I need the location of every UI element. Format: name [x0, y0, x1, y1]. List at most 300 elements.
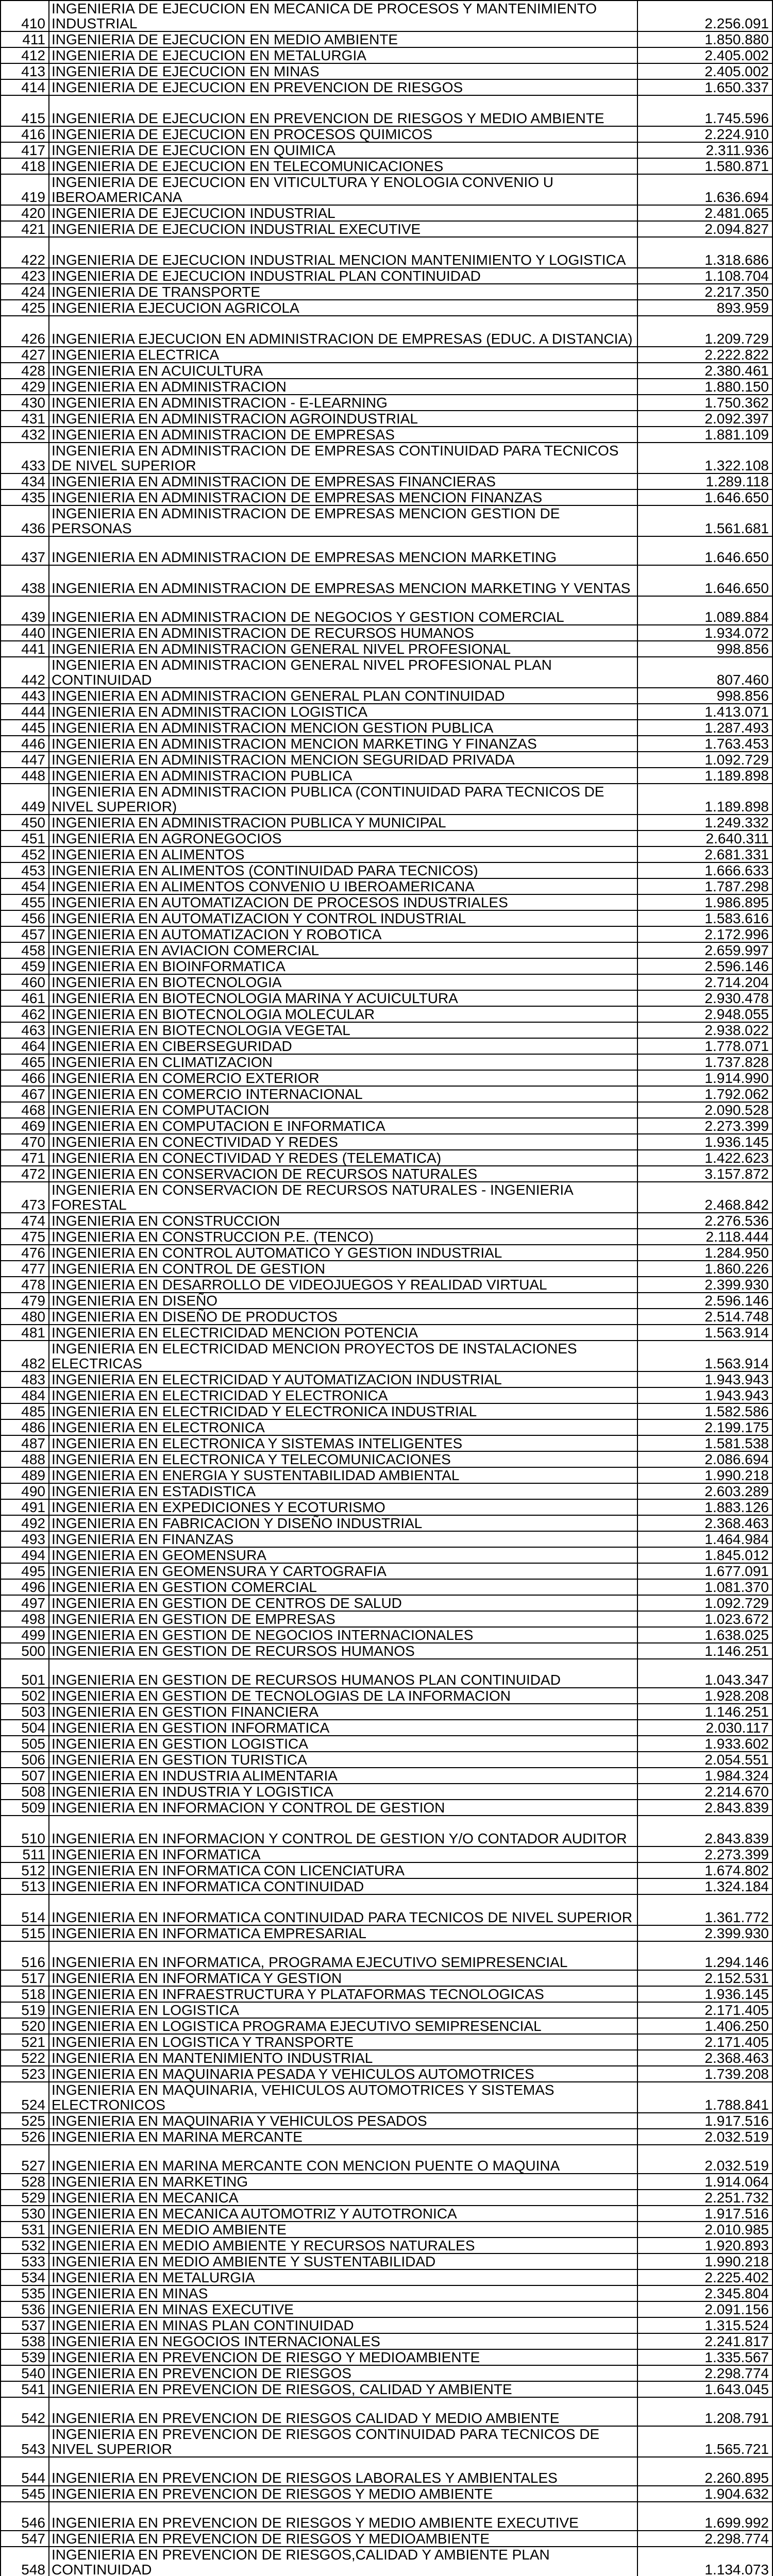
program-name: INGENIERIA EN MAQUINARIA PESADA Y VEHICULOS AUTOMOTRICES — [49, 2066, 638, 2081]
row-number: 418 — [0, 159, 49, 174]
table-row — [0, 2082, 773, 2113]
table-row — [0, 159, 773, 175]
table-row — [0, 1564, 773, 1580]
row-number: 531 — [0, 2222, 49, 2237]
row-number: 512 — [0, 1863, 49, 1878]
row-number: 503 — [0, 1704, 49, 1719]
row-number: 485 — [0, 1404, 49, 1419]
row-number: 437 — [0, 537, 49, 565]
table-row — [0, 1341, 773, 1372]
row-number: 444 — [0, 704, 49, 719]
row-number: 548 — [0, 2547, 49, 2576]
row-number: 454 — [0, 879, 49, 894]
program-name: INGENIERIA EN ADMINISTRACION DE EMPRESAS MENCION MARKETING Y VENTAS — [49, 566, 638, 596]
row-number: 467 — [0, 1087, 49, 1101]
row-number: 473 — [0, 1182, 49, 1212]
table-row — [0, 347, 773, 363]
table-row — [0, 443, 773, 474]
program-amount: 1.788.841 — [638, 2082, 773, 2112]
program-name: INGENIERIA EN MAQUINARIA, VEHICULOS AUTOMOTRICES Y SISTEMAS ELECTRONICOS — [49, 2082, 638, 2112]
program-amount: 3.157.872 — [638, 1166, 773, 1181]
table-row — [0, 1987, 773, 2003]
table-row — [0, 1182, 773, 1213]
program-amount: 1.934.072 — [638, 625, 773, 640]
row-number: 458 — [0, 943, 49, 958]
program-name: INGENIERIA EN PREVENCION DE RIESGOS LABORALES Y AMBIENTALES — [49, 2458, 638, 2485]
table-row — [0, 2145, 773, 2174]
table-row — [0, 1863, 773, 1879]
program-name: INGENIERIA EN COMERCIO EXTERIOR — [49, 1071, 638, 1086]
row-number: 477 — [0, 1261, 49, 1276]
program-name: INGENIERIA EN GESTION COMERCIAL — [49, 1580, 638, 1595]
program-amount: 1.674.802 — [638, 1863, 773, 1878]
program-amount: 2.032.519 — [638, 2145, 773, 2173]
program-name: INGENIERIA EN GESTION DE TECNOLOGIAS DE LA INFORMACION — [49, 1688, 638, 1703]
program-name: INGENIERIA DE TRANSPORTE — [49, 284, 638, 299]
table-row — [0, 268, 773, 284]
program-amount: 2.152.531 — [638, 1971, 773, 1986]
program-amount: 2.054.551 — [638, 1752, 773, 1767]
table-row — [0, 395, 773, 411]
program-name: INGENIERIA EN GESTION LOGISTICA — [49, 1736, 638, 1751]
program-name: INGENIERIA EN ELECTRICIDAD Y ELECTRONICA INDUSTRIAL — [49, 1404, 638, 1419]
row-number: 534 — [0, 2270, 49, 2285]
program-name: INGENIERIA EN ADMINISTRACION DE EMPRESAS MENCION FINANZAS — [49, 490, 638, 505]
program-name: INGENIERIA DE EJECUCION EN MEDIO AMBIENTE — [49, 32, 638, 47]
program-amount: 1.092.729 — [638, 752, 773, 767]
program-name: INGENIERIA EN GEOMENSURA — [49, 1548, 638, 1563]
program-amount: 1.778.071 — [638, 1039, 773, 1054]
table-row — [0, 1229, 773, 1245]
row-number: 459 — [0, 959, 49, 974]
row-number: 529 — [0, 2190, 49, 2205]
table-row — [0, 2302, 773, 2318]
program-amount: 2.260.895 — [638, 2458, 773, 2485]
program-name: INGENIERIA EN MECANICA AUTOMOTRIZ Y AUTOTRONICA — [49, 2206, 638, 2221]
program-amount: 1.335.567 — [638, 2350, 773, 2365]
row-number: 482 — [0, 1341, 49, 1371]
table-row — [0, 991, 773, 1007]
program-amount: 1.582.586 — [638, 1404, 773, 1419]
program-amount: 2.468.842 — [638, 1182, 773, 1212]
program-name: INGENIERIA EN COMPUTACION — [49, 1103, 638, 1117]
program-name: INGENIERIA ELECTRICA — [49, 347, 638, 362]
table-row — [0, 2286, 773, 2302]
program-name: INGENIERIA EN INFORMATICA — [49, 1847, 638, 1862]
program-name: INGENIERIA EN PREVENCION DE RIESGOS Y MEDIOAMBIENTE — [49, 2531, 638, 2546]
table-row — [0, 2458, 773, 2486]
row-number: 424 — [0, 284, 49, 299]
program-name: INGENIERIA EN GESTION INFORMATICA — [49, 1720, 638, 1735]
table-row — [0, 2318, 773, 2334]
row-number: 423 — [0, 268, 49, 283]
program-name: INGENIERIA EN MINAS EXECUTIVE — [49, 2302, 638, 2317]
program-amount: 1.422.623 — [638, 1150, 773, 1165]
program-name: INGENIERIA EN LOGISTICA PROGRAMA EJECUTIVO SEMIPRESENCIAL — [49, 2019, 638, 2033]
table-row — [0, 300, 773, 316]
program-amount: 1.406.250 — [638, 2019, 773, 2033]
program-amount: 1.646.650 — [638, 490, 773, 505]
program-amount: 2.481.065 — [638, 206, 773, 221]
program-name: INGENIERIA EN PREVENCION DE RIESGOS,CALIDAD Y AMBIENTE PLAN CONTINUIDAD — [49, 2547, 638, 2576]
program-amount: 2.222.822 — [638, 347, 773, 362]
program-name: INGENIERIA EN FABRICACION Y DISEÑO INDUSTRIAL — [49, 1516, 638, 1531]
row-number: 425 — [0, 300, 49, 315]
program-amount: 998.856 — [638, 641, 773, 656]
table-row — [0, 736, 773, 752]
row-number: 527 — [0, 2145, 49, 2173]
program-name: INGENIERIA DE EJECUCION EN PREVENCION DE RIESGOS Y MEDIO AMBIENTE — [49, 96, 638, 126]
row-number: 475 — [0, 1229, 49, 1244]
program-name: INGENIERIA EN BIOTECNOLOGIA MOLECULAR — [49, 1007, 638, 1022]
row-number: 541 — [0, 2382, 49, 2397]
program-name: INGENIERIA EN ESTADISTICA — [49, 1484, 638, 1499]
program-amount: 2.596.146 — [638, 1293, 773, 1308]
row-number: 491 — [0, 1500, 49, 1515]
row-number: 470 — [0, 1134, 49, 1149]
program-amount: 2.368.463 — [638, 1516, 773, 1531]
program-name: INGENIERIA EN AUTOMATIZACION DE PROCESOS INDUSTRIALES — [49, 895, 638, 910]
table-row — [0, 2206, 773, 2222]
row-number: 462 — [0, 1007, 49, 1022]
table-row — [0, 2334, 773, 2350]
program-amount: 2.596.146 — [638, 959, 773, 974]
program-amount: 1.146.251 — [638, 1643, 773, 1658]
row-number: 420 — [0, 206, 49, 221]
row-number: 490 — [0, 1484, 49, 1499]
table-row — [0, 1, 773, 32]
table-row — [0, 2050, 773, 2066]
row-number: 498 — [0, 1612, 49, 1626]
table-row — [0, 625, 773, 641]
table-row — [0, 427, 773, 443]
table-row — [0, 1007, 773, 1023]
program-name: INGENIERIA EN ADMINISTRACION GENERAL NIVEL PROFESIONAL — [49, 641, 638, 656]
program-amount: 1.914.990 — [638, 1071, 773, 1086]
table-row — [0, 895, 773, 911]
table-row — [0, 2366, 773, 2382]
program-name: INGENIERIA EN MEDIO AMBIENTE Y RECURSOS NATURALES — [49, 2238, 638, 2253]
row-number: 539 — [0, 2350, 49, 2365]
program-amount: 1.914.064 — [638, 2174, 773, 2189]
row-number: 432 — [0, 427, 49, 442]
row-number: 445 — [0, 720, 49, 735]
table-row — [0, 1055, 773, 1071]
program-name: INGENIERIA EN AVIACION COMERCIAL — [49, 943, 638, 958]
program-name: INGENIERIA EN ADMINISTRACION DE EMPRESAS MENCION MARKETING — [49, 537, 638, 565]
program-amount: 1.563.914 — [638, 1325, 773, 1340]
program-amount: 1.990.218 — [638, 1468, 773, 1483]
program-name: INGENIERIA EN ADMINISTRACION MENCION MARKETING Y FINANZAS — [49, 736, 638, 751]
program-amount: 2.273.399 — [638, 1847, 773, 1862]
program-amount: 2.405.002 — [638, 48, 773, 63]
row-number: 546 — [0, 2502, 49, 2530]
table-row — [0, 1404, 773, 1420]
table-row — [0, 1628, 773, 1643]
table-row — [0, 379, 773, 395]
table-row — [0, 175, 773, 206]
program-amount: 2.399.930 — [638, 1926, 773, 1941]
row-number: 472 — [0, 1166, 49, 1181]
program-name: INGENIERIA EN INFORMATICA, PROGRAMA EJECUTIVO SEMIPRESENCIAL — [49, 1942, 638, 1970]
program-amount: 2.298.774 — [638, 2531, 773, 2546]
table-row — [0, 2254, 773, 2270]
program-name: INGENIERIA EN INFORMATICA CON LICENCIATURA — [49, 1863, 638, 1878]
program-name: INGENIERIA EJECUCION EN ADMINISTRACION DE EMPRESAS (EDUC. A DISTANCIA) — [49, 316, 638, 346]
row-number: 530 — [0, 2206, 49, 2221]
program-amount: 1.581.538 — [638, 1436, 773, 1451]
program-name: INGENIERIA EN BIOTECNOLOGIA MARINA Y ACUICULTURA — [49, 991, 638, 1006]
row-number: 488 — [0, 1452, 49, 1467]
table-row — [0, 48, 773, 64]
program-amount: 2.659.997 — [638, 943, 773, 958]
table-row — [0, 1213, 773, 1229]
row-number: 511 — [0, 1847, 49, 1862]
program-amount: 1.563.914 — [638, 1341, 773, 1371]
row-number: 487 — [0, 1436, 49, 1451]
program-amount: 2.843.839 — [638, 1816, 773, 1846]
table-row — [0, 2270, 773, 2286]
table-row — [0, 768, 773, 784]
table-row — [0, 1039, 773, 1055]
table-row — [0, 1420, 773, 1436]
table-row — [0, 2035, 773, 2050]
program-name: INGENIERIA EN ELECTRICIDAD MENCION PROYECTOS DE INSTALACIONES ELECTRICAS — [49, 1341, 638, 1371]
table-row — [0, 831, 773, 847]
table-row — [0, 1436, 773, 1452]
program-name: INGENIERIA EN INFORMATICA EMPRESARIAL — [49, 1926, 638, 1941]
program-name: INGENIERIA EN GEOMENSURA Y CARTOGRAFIA — [49, 1564, 638, 1579]
row-number: 502 — [0, 1688, 49, 1703]
program-amount: 1.289.118 — [638, 474, 773, 489]
table-row — [0, 1942, 773, 1971]
table-row — [0, 64, 773, 80]
program-name: INGENIERIA EN ADMINISTRACION PUBLICA (CONTINUIDAD PARA TECNICOS DE NIVEL SUPERIOR) — [49, 784, 638, 814]
program-amount: 1.209.729 — [638, 316, 773, 346]
program-name: INGENIERIA DE EJECUCION INDUSTRIAL — [49, 206, 638, 221]
program-amount: 1.583.616 — [638, 911, 773, 926]
program-amount: 1.745.596 — [638, 96, 773, 126]
row-number: 478 — [0, 1277, 49, 1292]
table-row — [0, 238, 773, 268]
program-amount: 1.883.126 — [638, 1500, 773, 1515]
program-amount: 1.208.791 — [638, 2398, 773, 2426]
program-name: INGENIERIA EN MEDIO AMBIENTE Y SUSTENTABILIDAD — [49, 2254, 638, 2269]
program-amount: 2.345.804 — [638, 2286, 773, 2301]
program-amount: 1.666.633 — [638, 863, 773, 878]
table-row — [0, 80, 773, 96]
row-number: 481 — [0, 1325, 49, 1340]
row-number: 431 — [0, 411, 49, 426]
table-row — [0, 1688, 773, 1704]
table-row — [0, 2427, 773, 2458]
row-number: 443 — [0, 688, 49, 703]
program-name: INGENIERIA EN ALIMENTOS (CONTINUIDAD PARA TECNICOS) — [49, 863, 638, 878]
program-amount: 1.936.145 — [638, 1987, 773, 2002]
table-row — [0, 1704, 773, 1720]
program-name: INGENIERIA EN ADMINISTRACION - E-LEARNING — [49, 395, 638, 410]
program-name: INGENIERIA EN INFORMATICA Y GESTION — [49, 1971, 638, 1986]
row-number: 499 — [0, 1628, 49, 1642]
program-amount: 2.171.405 — [638, 2003, 773, 2018]
table-row — [0, 1816, 773, 1847]
row-number: 521 — [0, 2035, 49, 2049]
row-number: 412 — [0, 48, 49, 63]
row-number: 460 — [0, 975, 49, 990]
table-row — [0, 752, 773, 768]
row-number: 474 — [0, 1213, 49, 1228]
row-number: 450 — [0, 815, 49, 830]
row-number: 435 — [0, 490, 49, 505]
program-amount: 1.638.025 — [638, 1628, 773, 1642]
program-amount: 2.930.478 — [638, 991, 773, 1006]
program-amount: 1.464.984 — [638, 1532, 773, 1547]
program-amount: 2.241.817 — [638, 2334, 773, 2349]
row-number: 528 — [0, 2174, 49, 2189]
row-number: 494 — [0, 1548, 49, 1563]
row-number: 483 — [0, 1372, 49, 1387]
table-row — [0, 2174, 773, 2190]
program-name: INGENIERIA DE EJECUCION EN MINAS — [49, 64, 638, 79]
row-number: 542 — [0, 2398, 49, 2426]
program-name: INGENIERIA EN GESTION DE RECURSOS HUMANOS PLAN CONTINUIDAD — [49, 1659, 638, 1687]
program-amount: 1.860.226 — [638, 1261, 773, 1276]
table-row — [0, 1245, 773, 1261]
program-name: INGENIERIA EN EXPEDICIONES Y ECOTURISMO — [49, 1500, 638, 1515]
program-name: INGENIERIA EN CONECTIVIDAD Y REDES (TELEMATICA) — [49, 1150, 638, 1165]
program-amount: 2.405.002 — [638, 64, 773, 79]
program-amount: 2.214.670 — [638, 1784, 773, 1799]
program-name: INGENIERIA EN ADMINISTRACION LOGISTICA — [49, 704, 638, 719]
table-row — [0, 2486, 773, 2502]
row-number: 508 — [0, 1784, 49, 1799]
table-row — [0, 2222, 773, 2238]
row-number: 471 — [0, 1150, 49, 1165]
program-amount: 1.189.898 — [638, 784, 773, 814]
program-amount: 2.032.519 — [638, 2129, 773, 2144]
program-name: INGENIERIA EN PREVENCION DE RIESGOS CONTINUIDAD PARA TECNICOS DE NIVEL SUPERIOR — [49, 2427, 638, 2456]
table-row — [0, 1261, 773, 1277]
program-amount: 1.565.721 — [638, 2427, 773, 2456]
program-name: INGENIERIA DE EJECUCION EN TELECOMUNICACIONES — [49, 159, 638, 174]
program-amount: 998.856 — [638, 688, 773, 703]
program-name: INGENIERIA EN ELECTRICIDAD Y AUTOMATIZACION INDUSTRIAL — [49, 1372, 638, 1387]
program-amount: 1.787.298 — [638, 879, 773, 894]
program-name: INGENIERIA EN CONTROL DE GESTION — [49, 1261, 638, 1276]
program-name: INGENIERIA EN ADMINISTRACION AGROINDUSTRIAL — [49, 411, 638, 426]
program-name: INGENIERIA EN CONECTIVIDAD Y REDES — [49, 1134, 638, 1149]
program-name: INGENIERIA EN LOGISTICA — [49, 2003, 638, 2018]
program-name: INGENIERIA EN INFORMATICA CONTINUIDAD — [49, 1879, 638, 1894]
program-name: INGENIERIA EN CONSERVACION DE RECURSOS NATURALES - INGENIERIA FORESTAL — [49, 1182, 638, 1212]
program-name: INGENIERIA EN ALIMENTOS CONVENIO U IBEROAMERICANA — [49, 879, 638, 894]
table-row — [0, 316, 773, 347]
row-number: 493 — [0, 1532, 49, 1547]
program-name: INGENIERIA EN GESTION DE EMPRESAS — [49, 1612, 638, 1626]
program-amount: 1.699.992 — [638, 2502, 773, 2530]
program-amount: 1.650.337 — [638, 80, 773, 95]
row-number: 486 — [0, 1420, 49, 1435]
program-name: INGENIERIA EN GESTION DE NEGOCIOS INTERNACIONALES — [49, 1628, 638, 1642]
program-amount: 2.681.331 — [638, 847, 773, 862]
program-name: INGENIERIA EN ADMINISTRACION DE EMPRESAS MENCION GESTION DE PERSONAS — [49, 506, 638, 536]
program-amount: 2.311.936 — [638, 143, 773, 158]
program-name: INGENIERIA EN MARINA MERCANTE CON MENCION PUENTE O MAQUINA — [49, 2145, 638, 2173]
program-name: INGENIERIA EN PREVENCION DE RIESGOS — [49, 2366, 638, 2381]
table-row — [0, 2547, 773, 2576]
program-amount: 2.092.397 — [638, 411, 773, 426]
row-number: 540 — [0, 2366, 49, 2381]
row-number: 513 — [0, 1879, 49, 1894]
table-row — [0, 1087, 773, 1103]
program-amount: 1.792.062 — [638, 1087, 773, 1101]
program-amount: 1.737.828 — [638, 1055, 773, 1070]
program-name: INGENIERIA EN AUTOMATIZACION Y CONTROL INDUSTRIAL — [49, 911, 638, 926]
program-name: INGENIERIA EN ADMINISTRACION DE EMPRESAS FINANCIERAS — [49, 474, 638, 489]
program-amount: 2.276.536 — [638, 1213, 773, 1228]
program-amount: 1.943.943 — [638, 1372, 773, 1387]
table-row — [0, 815, 773, 831]
table-row — [0, 411, 773, 427]
table-row — [0, 911, 773, 927]
table-row — [0, 1752, 773, 1768]
table-row — [0, 1847, 773, 1863]
row-number: 419 — [0, 175, 49, 205]
table-row — [0, 1166, 773, 1182]
row-number: 509 — [0, 1800, 49, 1815]
table-row — [0, 2531, 773, 2547]
table-row — [0, 1388, 773, 1404]
program-amount: 2.640.311 — [638, 831, 773, 846]
row-number: 441 — [0, 641, 49, 656]
row-number: 504 — [0, 1720, 49, 1735]
table-row — [0, 1720, 773, 1736]
program-name: INGENIERIA EN MARINA MERCANTE — [49, 2129, 638, 2144]
program-amount: 2.118.444 — [638, 1229, 773, 1244]
row-number: 495 — [0, 1564, 49, 1579]
row-number: 520 — [0, 2019, 49, 2033]
table-row — [0, 32, 773, 48]
program-name: INGENIERIA EN ELECTRICIDAD Y ELECTRONICA — [49, 1388, 638, 1403]
program-name: INGENIERIA EN PREVENCION DE RIESGOS Y MEDIO AMBIENTE — [49, 2486, 638, 2501]
row-number: 469 — [0, 1118, 49, 1133]
program-amount: 1.189.898 — [638, 768, 773, 783]
program-name: INGENIERIA DE EJECUCION INDUSTRIAL PLAN CONTINUIDAD — [49, 268, 638, 283]
table-row — [0, 1325, 773, 1341]
table-row — [0, 1736, 773, 1752]
program-name: INGENIERIA DE EJECUCION EN PROCESOS QUIMICOS — [49, 127, 638, 142]
table-row — [0, 1468, 773, 1484]
program-name: INGENIERIA DE EJECUCION EN QUIMICA — [49, 143, 638, 158]
row-number: 500 — [0, 1643, 49, 1658]
table-row — [0, 1612, 773, 1628]
program-amount: 2.171.405 — [638, 2035, 773, 2049]
program-name: INGENIERIA EN INFORMACION Y CONTROL DE GESTION Y/O CONTADOR AUDITOR — [49, 1816, 638, 1846]
row-number: 413 — [0, 64, 49, 79]
row-number: 461 — [0, 991, 49, 1006]
program-name: INGENIERIA DE EJECUCION INDUSTRIAL EXECUTIVE — [49, 222, 638, 236]
program-amount: 1.315.524 — [638, 2318, 773, 2333]
program-amount: 1.092.729 — [638, 1596, 773, 1611]
table-row — [0, 1277, 773, 1293]
row-number: 524 — [0, 2082, 49, 2112]
program-amount: 1.413.071 — [638, 704, 773, 719]
program-name: INGENIERIA EN BIOINFORMATICA — [49, 959, 638, 974]
program-amount: 2.172.996 — [638, 927, 773, 942]
row-number: 442 — [0, 657, 49, 687]
program-amount: 1.920.893 — [638, 2238, 773, 2253]
row-number: 519 — [0, 2003, 49, 2018]
